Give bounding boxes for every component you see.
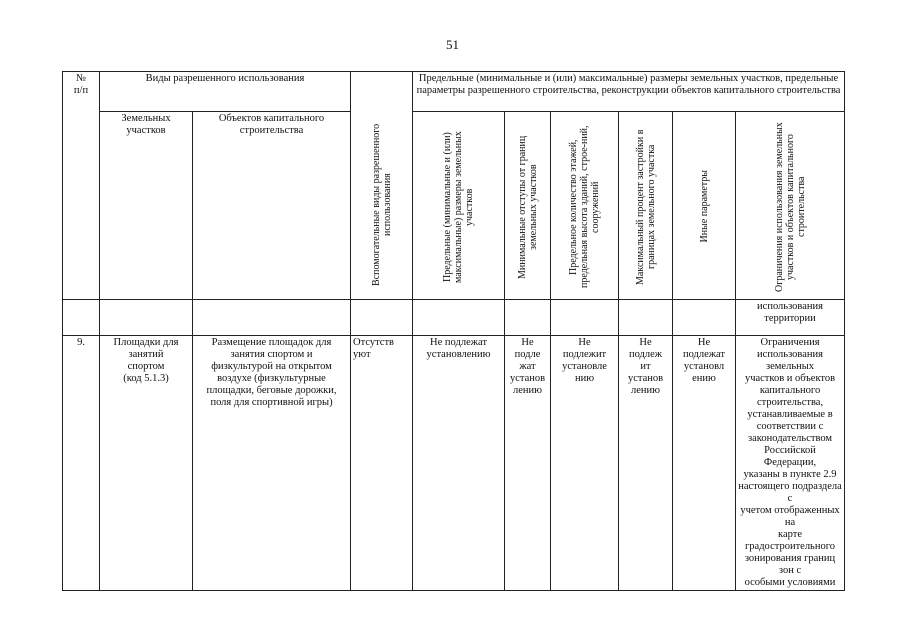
header-plot-sizes xyxy=(413,112,505,300)
row-auxiliary: Отсутств уют xyxy=(351,336,413,591)
continuation-cell xyxy=(63,300,100,336)
header-coverage xyxy=(619,112,673,300)
header-restrictions xyxy=(736,112,845,300)
row-land-plot: Площадки для занятий спортом (код 5.1.3) xyxy=(100,336,193,591)
header-limit-params: Предельные (минимальные и (или) максимальные) размеры земельных участков, предельные параметры разрешенного строительства, реконструкции объектов капитального строительства xyxy=(413,72,845,112)
row-num: 9. xyxy=(63,336,100,591)
zoning-regulations-table xyxy=(62,71,845,591)
header-row-1 xyxy=(63,72,845,112)
header-plot-sizes-label: Предельные (минимальные и (или) максимальные) размеры земельных участков xyxy=(442,130,476,283)
row-floors: Не подлежит установле нию xyxy=(551,336,619,591)
header-capital-objects: Объектов капитального строительства xyxy=(193,112,351,300)
row-plot-sizes: Не подлежат установлению xyxy=(413,336,505,591)
row-setbacks: Не подле жат установ лению xyxy=(505,336,551,591)
continuation-row xyxy=(63,300,845,336)
continuation-cell xyxy=(505,300,551,336)
header-floors xyxy=(551,112,619,300)
header-other-params xyxy=(673,112,736,300)
header-land-plots: Земельных участков xyxy=(100,112,193,300)
header-floors-label: Предельное количество этажей, предельная высота зданий, строе-ний, сооружений xyxy=(568,125,602,288)
continuation-cell xyxy=(100,300,193,336)
header-restrictions-label: Ограничения использования земельных участков и объектов капитального строительства xyxy=(773,121,807,292)
header-permitted-uses: Виды разрешенного использования xyxy=(100,72,351,112)
header-setbacks xyxy=(505,112,551,300)
header-num: № п/п xyxy=(63,72,100,300)
page-number: 51 xyxy=(446,37,459,52)
continuation-cell xyxy=(673,300,736,336)
header-auxiliary-uses-label: Вспомогательные виды разрешенного использования xyxy=(370,123,393,287)
row-coverage: Не подлеж ит установ лению xyxy=(619,336,673,591)
continuation-cell xyxy=(619,300,673,336)
continuation-restrictions: использования территории xyxy=(736,300,845,336)
table-row xyxy=(63,336,845,591)
continuation-cell xyxy=(351,300,413,336)
row-other: Не подлежат установл ению xyxy=(673,336,736,591)
header-row-2 xyxy=(63,112,845,300)
continuation-cell xyxy=(193,300,351,336)
row-restrictions: Ограничения использования земельных участков и объектов капитального строительства, устанавливаемые в соответствии с законодательством Российской Федерации, указаны в пункте 2.9 настоящего подраздела с учетом отображенных на карте градостроительного зонирования границ зон с особыми условиями xyxy=(736,336,845,591)
header-auxiliary-uses xyxy=(351,72,413,300)
header-setbacks-label: Минимальные отступы от границ земельных участков xyxy=(516,134,539,279)
header-other-params-label: Иные параметры xyxy=(698,170,710,243)
header-coverage-label: Максимальный процент застройки в границах земельного участка xyxy=(634,128,657,285)
row-capital-object: Размещение площадок для занятия спортом и физкультурой на открытом воздухе (физкультурные площадки, беговые дорожки, поля для спортивной игры) xyxy=(193,336,351,591)
continuation-cell xyxy=(413,300,505,336)
continuation-cell xyxy=(551,300,619,336)
